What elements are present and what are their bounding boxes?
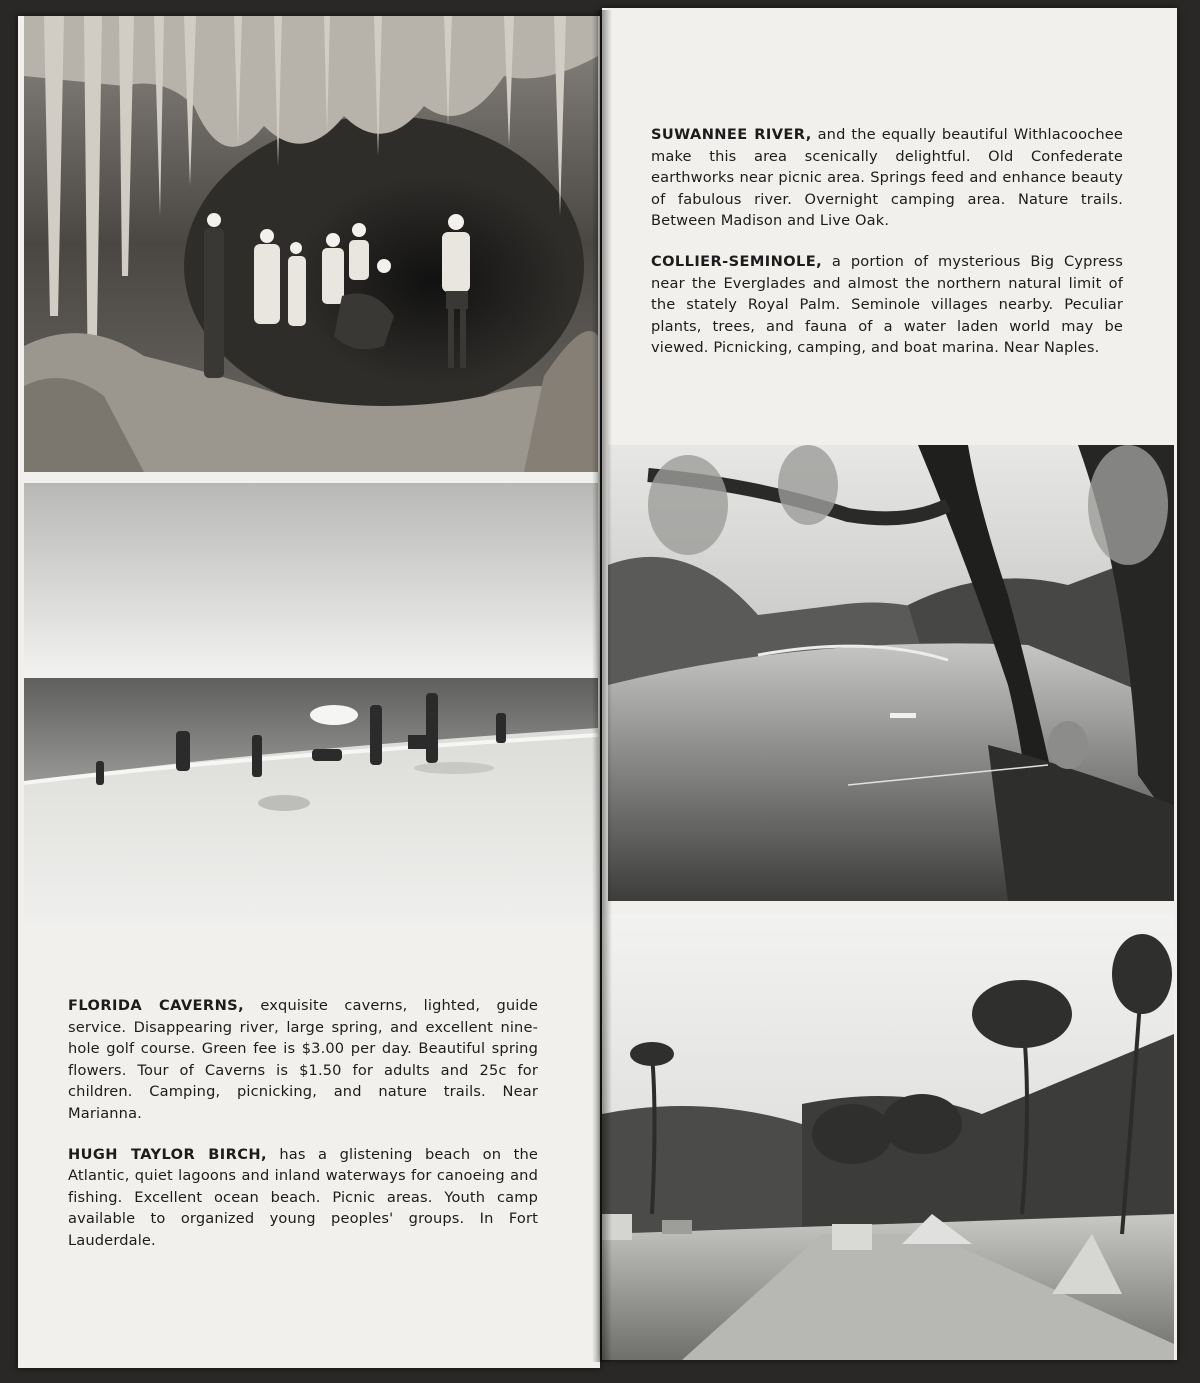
left-text-column: [68, 995, 538, 1271]
collier-seminole-paragraph: [651, 251, 1123, 359]
hugh-taylor-birch-body: has a glistening beach on the Atlantic, quiet lagoons and inland waterways for canoeing and fishing. Excellent ocean beach. Picnic areas. Youth camp available to organized young peoples' groups. In Fort Lauderdale.: [68, 1145, 538, 1249]
suwannee-river-title: SUWANNEE RIVER,: [651, 126, 812, 143]
collier-seminole-title: COLLIER-SEMINOLE,: [651, 252, 823, 270]
campsite-photo: [602, 914, 1174, 1360]
suwannee-river-body: and the equally beautiful Withlacoochee make this area scenically delightful. Old Confederate earthworks near picnic area. Springs feed and enhance beauty of fabulous river. Overnight camping area. Nature trails. Between Madison and Live Oak.: [651, 126, 1124, 230]
cave-photo: [24, 16, 598, 472]
right-text-column: [651, 124, 1123, 378]
florida-caverns-body: exquisite caverns, lighted, guide service. Disappearing river, large spring, and excellent nine-hole golf course. Green fee is $3.00 per day. Beautiful spring flowers. Tour of Caverns is $1.50 for adults and 25c for children. Camping, picnicking, and nature trails. Near Marianna.: [68, 997, 539, 1122]
collier-seminole-body: a portion of mysterious Big Cypress near the Everglades and almost the northern natural limit of the stately Royal Palm. Seminole villages nearby. Peculiar plants, trees, and fauna of a water laden world may be viewed. Picnicking, camping, and boat marina. Near Naples.: [651, 252, 1123, 357]
binding-gutter: [592, 10, 612, 1362]
hugh-taylor-birch-title: HUGH TAYLOR BIRCH,: [68, 1145, 267, 1163]
florida-caverns-title: FLORIDA CAVERNS,: [68, 997, 245, 1014]
hugh-taylor-birch-paragraph: [68, 1144, 538, 1252]
right-page: [602, 8, 1177, 1360]
florida-caverns-paragraph: [68, 995, 538, 1125]
river-photo: [608, 445, 1174, 901]
beach-photo: [24, 483, 598, 932]
suwannee-river-paragraph: [651, 124, 1123, 232]
left-page: [18, 16, 600, 1368]
